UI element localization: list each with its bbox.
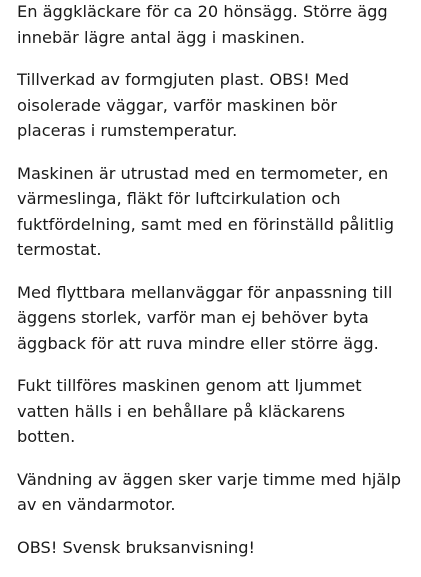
description-paragraph-material: Tillverkad av formgjuten plast. OBS! Med oisolerade väggar, varför maskinen bör placeras i rumstemperatur. — [17, 70, 350, 140]
description-paragraph-dividers: Med flyttbara mellanväggar för anpassning till äggens storlek, varför man ej behöver byta äggback för att ruva mindre eller större ägg. — [17, 282, 393, 353]
product-description — [17, 0, 417, 577]
description-paragraph-capacity: En äggkläckare för ca 20 hönsägg. Större ägg innebär lägre antal ägg i maskinen. — [17, 2, 388, 47]
description-paragraph-equipment: Maskinen är utrustad med en termometer, en värmeslinga, fläkt för luftcirkulation och fuktfördelning, samt med en förinställd pålitlig termostat. — [17, 163, 395, 259]
description-paragraph-humidity: Fukt tillföres maskinen genom att ljummet vatten hälls i en behållare på kläckarens botten. — [17, 376, 362, 446]
description-paragraph-turning: Vändning av äggen sker varje timme med hjälp av en vändarmotor. — [17, 469, 402, 514]
description-paragraph-manual-note: OBS! Svensk bruksanvisning! — [17, 537, 255, 557]
